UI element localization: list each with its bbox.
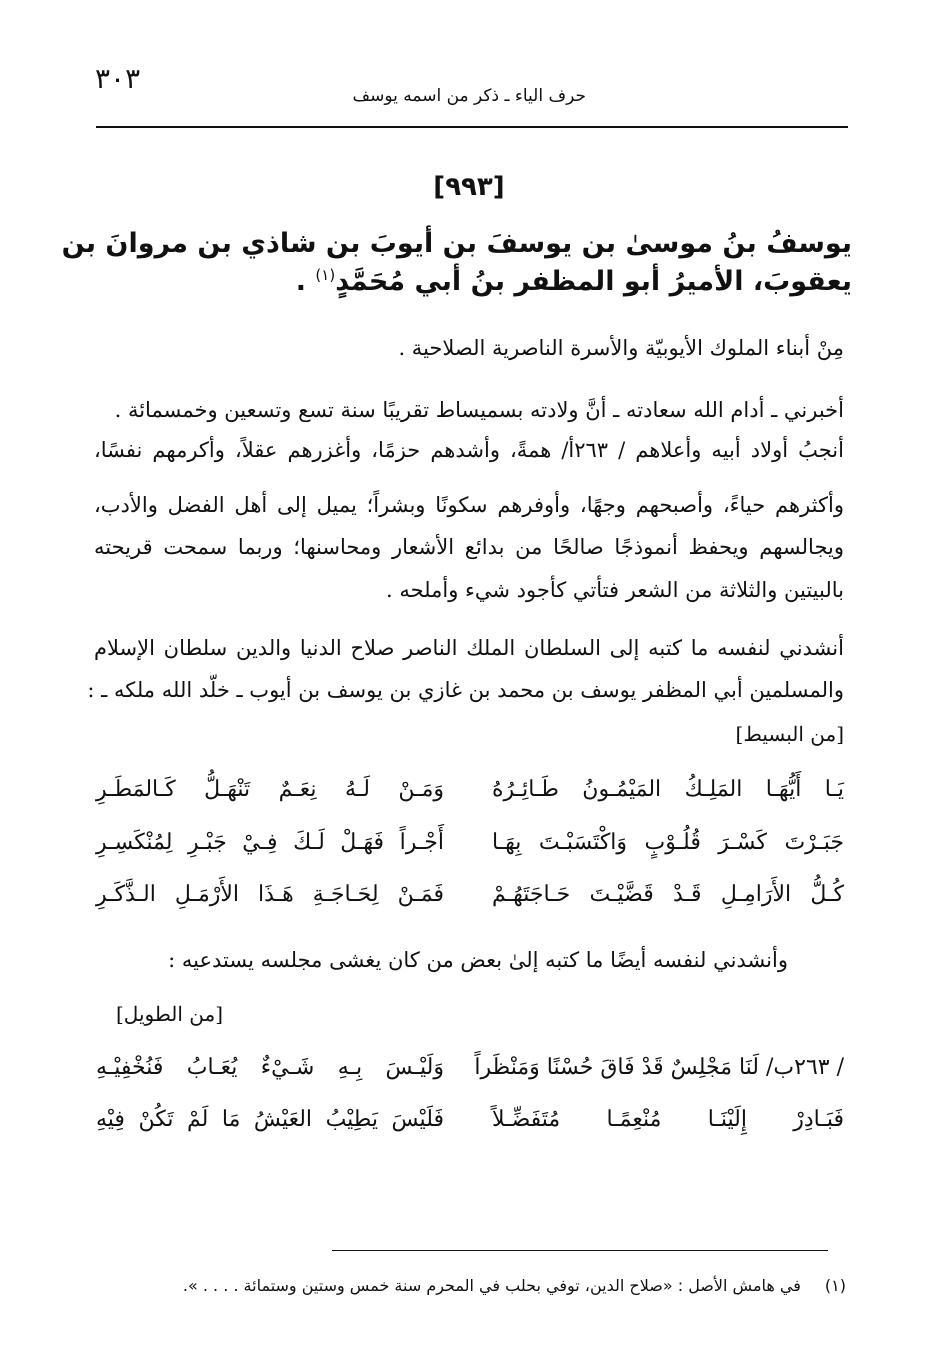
paragraph-3: وأنشدني لنفسه أيضًا ما كتبه إلىٰ بعض من كان يغشى مجلسه يستدعيه : [168, 948, 788, 972]
paragraph-2-line-1: أنشدني لنفسه ما كتبه إلى السلطان الملك الناصر صلاح الدنيا والدين سلطان الإسلام [94, 636, 844, 660]
entry-title-text: يعقوبَ، الأميرُ أبو المظفر بنُ أبي مُحَمَّدٍ [335, 266, 852, 297]
poem-1-verse-2-left: أَجْـراً فَهَـلْ لَـكَ فِـيْ جَبْـرِ لِمُنْكَسِـرِ [96, 830, 444, 855]
page-number: ٣٠٣ [95, 62, 141, 95]
footnote [183, 1276, 846, 1295]
entry-title-line-1: يوسفُ بنُ موسىٰ بن يوسفَ بن أيوبَ بن شاذي بن مروانَ بن [61, 228, 852, 259]
entry-title-end: . [295, 266, 316, 297]
paragraph-1-line-2: أنجبُ أولاد أبيه وأعلاهم / ٢٦٣أ/ همةً، وأشدهم حزمًا، وأغزرهم عقلاً، وأكرمهم نفسًا، [94, 438, 844, 462]
meter-label-tawil: [من الطويل] [116, 1002, 224, 1026]
poem-2-verse-1-right: / ٢٦٣ب/ لَنَا مَجْلِسٌ قَدْ فَاقَ حُسْنًا وَمَنْظَراً [474, 1055, 844, 1080]
poem-1-verse-1-right: يَـا أَيُّهَـا المَلِـكُ المَيْمُـونُ طَـائِـرُهُ [492, 777, 844, 802]
paragraph-2-line-2: والمسلمين أبي المظفر يوسف بن محمد بن غازي بن يوسف بن أيوب ـ خلّد الله ملكه ـ : [87, 678, 844, 702]
header-rule [96, 126, 848, 128]
entry-title-line-2 [296, 266, 852, 297]
paragraph-1-line-3: وأكثرهم حياءً، وأصبحهم وجهًا، وأوفرهم سكونًا وبشراً؛ يميل إلى أهل الفضل والأدب، [94, 493, 844, 517]
poem-1-verse-3-right: كُـلُّ الأَرَامِـلِ قَـدْ قَضَّيْـتَ حَـاجَتَهُـمْ [492, 882, 844, 907]
paragraph-1-line-4: ويجالسهم ويحفظ أنموذجًا صالحًا من بدائع الأشعار ومحاسنها؛ وربما سمحت قريحته [94, 535, 844, 559]
poem-2-verse-2-left: فَلَيْسَ يَطِيْبُ العَيْشُ مَا لَمْ تَكُنْ فِيْهِ [96, 1107, 444, 1132]
poem-1-verse-1-left: وَمَـنْ لَـهُ نِعَـمٌ تَنْهَـلُّ كَـالمَطَـرِ [96, 777, 444, 802]
entry-number: [٩٩٣] [433, 172, 505, 202]
footnote-rule [332, 1250, 828, 1251]
intro-line: مِنْ أبناء الملوك الأيوبيّة والأسرة الناصرية الصلاحية . [398, 336, 844, 360]
paragraph-1-line-5: بالبيتين والثلاثة من الشعر فتأتي كأجود شيء وأملحه . [386, 578, 844, 602]
running-header: حرف الياء ـ ذكر من اسمه يوسف [352, 86, 586, 106]
poem-1-verse-2-right: جَبَـرْتَ كَسْـرَ قُلُـوْبٍ وَاكْتَسَبْـتَ بِهَـا [492, 830, 844, 855]
poem-2-verse-1-left: وَلَيْـسَ بِـهِ شَـيْءٌ يُعَـابُ فَنُخْفِيْـهِ [96, 1055, 444, 1080]
footnote-marker: (١) [824, 1276, 846, 1295]
footnote-reference: (١) [315, 266, 336, 284]
meter-label-basit: [من البسيط] [735, 722, 844, 746]
footnote-text: في هامش الأصل : «صلاح الدين، توفي بحلب في المحرم سنة خمس وستين وستمائة . . . . ». [182, 1276, 801, 1295]
poem-2-verse-2-right: فَبَـادِرْ إِلَيْنَـا مُنْعِمًـا مُتَفَضِّـلاً [492, 1107, 844, 1132]
paragraph-1-line-1: أخبرني ـ أدام الله سعادته ـ أنَّ ولادته بسميساط تقريبًا سنة تسع وتسعين وخمسمائة . [114, 398, 844, 422]
poem-1-verse-3-left: فَمَـنْ لِحَـاجَـةِ هَـذَا الأَرْمَـلِ الـذَّكَـرِ [96, 882, 444, 907]
